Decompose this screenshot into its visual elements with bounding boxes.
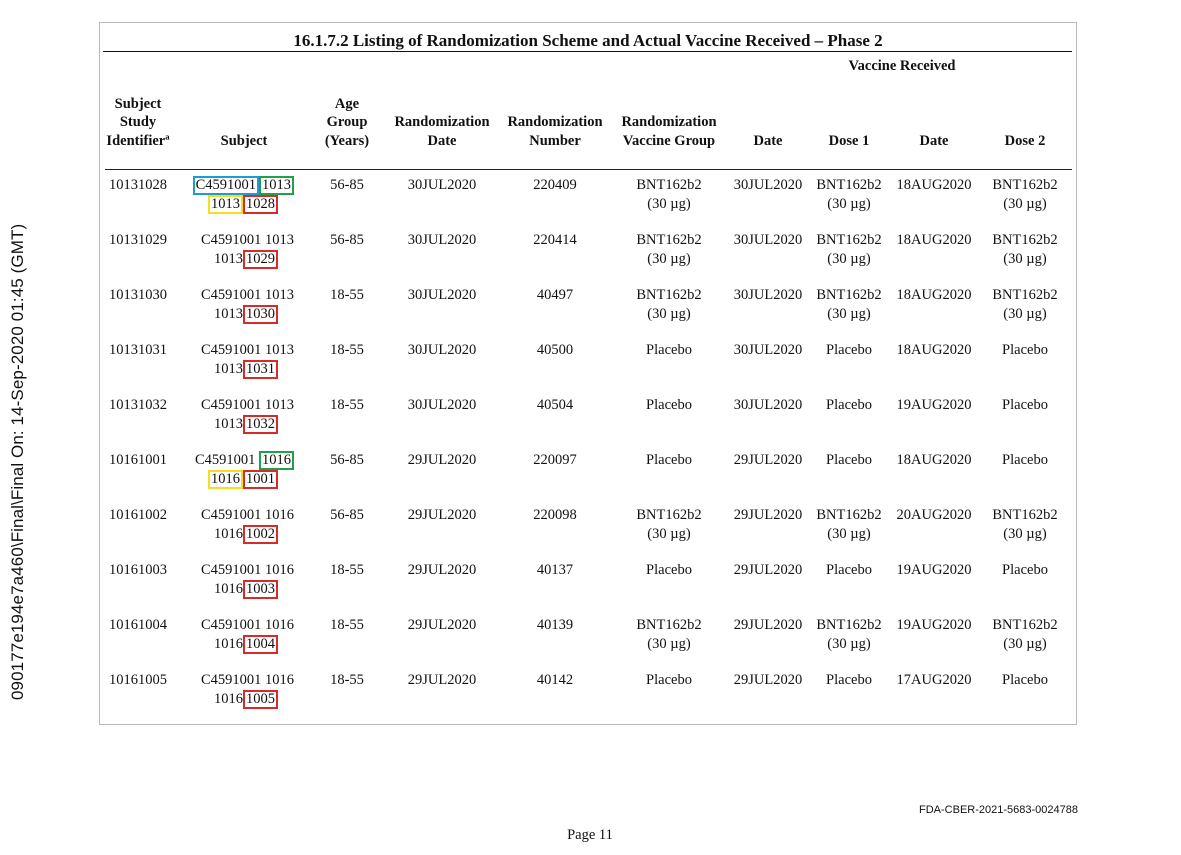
subject-id-line-1 [180, 396, 294, 415]
subject-id-line-2 [180, 580, 294, 599]
column-header-line: Dose 2 [1004, 132, 1046, 149]
dose1-vaccine-line: (30 µg) [827, 306, 871, 322]
subject-number-segment: 1029 [243, 250, 278, 269]
dose1-date: 29JUL2020 [733, 672, 803, 688]
subject-id-line-2 [180, 195, 294, 214]
dose2-date: 20AUG2020 [896, 507, 972, 523]
dose2-date: 19AUG2020 [896, 562, 972, 578]
subject-id [180, 616, 294, 654]
column-header-randomization-vaccine-group [609, 113, 729, 150]
randomization-vaccine-group-line: BNT162b2 [636, 507, 702, 523]
subject-study-identifier: 10161004 [109, 617, 167, 633]
subject-id-line-1 [180, 506, 294, 525]
randomization-vaccine-group [609, 341, 729, 360]
age-group: 18-55 [330, 342, 364, 358]
column-header-randomization-number [500, 113, 610, 150]
dose2-vaccine-line: Placebo [1002, 452, 1048, 468]
randomization-number: 40139 [536, 617, 574, 633]
randomization-vaccine-group-line: BNT162b2 [636, 617, 702, 633]
dose1-date: 30JUL2020 [733, 397, 803, 413]
dose1-vaccine-line: (30 µg) [827, 251, 871, 267]
dose1-date: 29JUL2020 [733, 617, 803, 633]
randomization-date: 29JUL2020 [407, 562, 477, 578]
column-header-subject-study-identifier [98, 95, 178, 151]
randomization-vaccine-group-line: (30 µg) [647, 196, 691, 212]
randomization-number: 40497 [536, 287, 574, 303]
subject-id [180, 286, 294, 324]
randomization-vaccine-group-line: Placebo [646, 672, 692, 688]
age-group: 18-55 [330, 672, 364, 688]
randomization-vaccine-group-line: (30 µg) [647, 636, 691, 652]
subject-id-line-1 [180, 176, 294, 195]
randomization-vaccine-group-line: Placebo [646, 452, 692, 468]
subject-id-line-1 [180, 616, 294, 635]
age-group: 56-85 [330, 177, 364, 193]
subject-id-line-2 [180, 470, 294, 489]
dose1-vaccine [809, 506, 889, 544]
subject-study-identifier: 10161002 [109, 507, 167, 523]
randomization-number: 40137 [536, 562, 574, 578]
randomization-vaccine-group [609, 616, 729, 654]
subject-id-line-2 [180, 250, 294, 269]
randomization-vaccine-group-line: (30 µg) [647, 306, 691, 322]
dose1-vaccine [809, 286, 889, 324]
column-header-line: Date [753, 132, 783, 149]
dose2-vaccine-line: BNT162b2 [992, 287, 1058, 303]
column-header-line: (Years) [324, 132, 370, 149]
subject-site-repeat-segment: 1016 [214, 581, 243, 597]
subject-site-segment: 1013 [265, 342, 294, 358]
dose2-vaccine [985, 341, 1065, 360]
dose1-vaccine-line: Placebo [826, 452, 872, 468]
dose2-vaccine [985, 286, 1065, 324]
randomization-number: 40504 [536, 397, 574, 413]
subject-id-line-1 [180, 341, 294, 360]
dose2-date: 18AUG2020 [896, 452, 972, 468]
dose1-date: 29JUL2020 [733, 452, 803, 468]
dose1-date: 30JUL2020 [733, 342, 803, 358]
randomization-vaccine-group-line: (30 µg) [647, 526, 691, 542]
document-id-stamp: 090177e194e7a460\Final\Final On: 14-Sep-2020 01:45 (GMT) [8, 223, 27, 700]
dose1-date: 30JUL2020 [733, 232, 803, 248]
subject-number-segment: 1001 [243, 470, 278, 489]
subject-number-segment: 1005 [243, 690, 278, 709]
subject-id [180, 341, 294, 379]
dose1-vaccine-line: Placebo [826, 672, 872, 688]
subject-id [180, 231, 294, 269]
randomization-date: 30JUL2020 [407, 397, 477, 413]
subject-id-line-1 [180, 286, 294, 305]
subject-protocol-segment: C4591001 [200, 562, 262, 578]
age-group: 18-55 [330, 617, 364, 633]
subject-id-line-2 [180, 690, 294, 709]
subject-id-line-2 [180, 415, 294, 434]
subject-site-repeat-segment: 1013 [214, 361, 243, 377]
subject-id [180, 396, 294, 434]
age-group: 18-55 [330, 287, 364, 303]
subject-id-line-1 [180, 671, 294, 690]
subject-number-segment: 1002 [243, 525, 278, 544]
randomization-date: 30JUL2020 [407, 342, 477, 358]
age-group: 56-85 [330, 452, 364, 468]
dose2-vaccine-line: Placebo [1002, 672, 1048, 688]
subject-id-line-1 [180, 451, 294, 470]
dose1-vaccine-line: Placebo [826, 397, 872, 413]
title-rule [103, 51, 1072, 52]
randomization-vaccine-group-line: BNT162b2 [636, 287, 702, 303]
dose2-vaccine [985, 451, 1065, 470]
dose2-vaccine [985, 231, 1065, 269]
subject-site-segment: 1016 [259, 451, 294, 470]
subject-study-identifier: 10131032 [109, 397, 167, 413]
dose2-vaccine [985, 396, 1065, 415]
randomization-date: 30JUL2020 [407, 177, 477, 193]
dose2-date: 18AUG2020 [896, 342, 972, 358]
subject-number-segment: 1030 [243, 305, 278, 324]
subject-id-line-2 [180, 360, 294, 379]
subject-site-repeat-segment: 1013 [214, 306, 243, 322]
subject-site-segment: 1013 [265, 232, 294, 248]
subject-protocol-segment: C4591001 [194, 452, 256, 468]
randomization-vaccine-group [609, 286, 729, 324]
subject-protocol-segment: C4591001 [200, 232, 262, 248]
dose1-date: 30JUL2020 [733, 287, 803, 303]
randomization-number: 40142 [536, 672, 574, 688]
randomization-date: 29JUL2020 [407, 452, 477, 468]
age-group: 18-55 [330, 397, 364, 413]
subject-protocol-segment: C4591001 [200, 617, 262, 633]
column-header-line: Vaccine Group [622, 132, 716, 149]
dose1-vaccine [809, 451, 889, 470]
randomization-number: 220409 [533, 177, 577, 193]
subject-id-line-1 [180, 231, 294, 250]
dose2-vaccine-line: BNT162b2 [992, 232, 1058, 248]
dose1-vaccine [809, 341, 889, 360]
subject-number-segment: 1031 [243, 360, 278, 379]
subject-id [180, 671, 294, 709]
dose2-vaccine [985, 671, 1065, 690]
column-header-line: Date [427, 132, 457, 149]
dose2-vaccine-line: Placebo [1002, 397, 1048, 413]
column-header-randomization-date [387, 113, 497, 150]
subject-study-identifier: 10131028 [109, 177, 167, 193]
column-header-line: Randomization [394, 114, 490, 130]
dose1-vaccine-line: BNT162b2 [816, 177, 882, 193]
subject-id [180, 176, 294, 214]
age-group: 56-85 [330, 507, 364, 523]
subject-id-line-2 [180, 305, 294, 324]
subject-id [180, 506, 294, 544]
column-header-line: Dose 1 [828, 132, 870, 149]
subject-site-repeat-segment: 1016 [208, 470, 243, 489]
dose1-vaccine [809, 616, 889, 654]
randomization-vaccine-group [609, 561, 729, 580]
subject-id [180, 451, 294, 489]
dose2-vaccine-line: (30 µg) [1003, 526, 1047, 542]
column-header-date1 [728, 132, 808, 151]
subject-site-segment: 1013 [259, 176, 294, 195]
column-header-line: Subject [114, 95, 162, 112]
dose2-vaccine-line: Placebo [1002, 562, 1048, 578]
subject-protocol-segment: C4591001 [200, 507, 262, 523]
subject-site-repeat-segment: 1016 [214, 691, 243, 707]
randomization-date: 29JUL2020 [407, 617, 477, 633]
dose1-vaccine [809, 671, 889, 690]
subject-number-segment: 1032 [243, 415, 278, 434]
dose1-vaccine-line: BNT162b2 [816, 232, 882, 248]
dose1-vaccine-line: (30 µg) [827, 636, 871, 652]
randomization-number: 40500 [536, 342, 574, 358]
dose1-vaccine-line: BNT162b2 [816, 507, 882, 523]
subject-site-repeat-segment: 1016 [214, 636, 243, 652]
subject-protocol-segment: C4591001 [193, 176, 259, 195]
subject-id-line-1 [180, 561, 294, 580]
column-header-subject [189, 132, 299, 151]
randomization-vaccine-group [609, 231, 729, 269]
randomization-vaccine-group [609, 451, 729, 470]
dose1-vaccine-line: BNT162b2 [816, 617, 882, 633]
subject-site-segment: 1016 [265, 562, 294, 578]
subject-study-identifier: 10161001 [109, 452, 167, 468]
dose2-vaccine-line: (30 µg) [1003, 251, 1047, 267]
subject-site-segment: 1013 [265, 287, 294, 303]
subject-protocol-segment: C4591001 [200, 397, 262, 413]
subject-site-repeat-segment: 1013 [208, 195, 243, 214]
subject-site-segment: 1016 [265, 617, 294, 633]
column-header-dose1 [809, 132, 889, 151]
randomization-vaccine-group-line: BNT162b2 [636, 232, 702, 248]
randomization-vaccine-group-line: Placebo [646, 342, 692, 358]
dose2-date: 17AUG2020 [896, 672, 972, 688]
randomization-vaccine-group [609, 396, 729, 415]
randomization-vaccine-group-line: BNT162b2 [636, 177, 702, 193]
column-header-date2 [894, 132, 974, 151]
dose2-vaccine [985, 506, 1065, 544]
dose1-vaccine [809, 561, 889, 580]
subject-id-line-2 [180, 525, 294, 544]
dose2-vaccine [985, 176, 1065, 214]
subject-id-line-2 [180, 635, 294, 654]
subject-study-identifier: 10131030 [109, 287, 167, 303]
dose1-date: 29JUL2020 [733, 507, 803, 523]
subject-study-identifier: 10131031 [109, 342, 167, 358]
subject-protocol-segment: C4591001 [200, 342, 262, 358]
dose2-vaccine [985, 561, 1065, 580]
subject-number-segment: 1028 [243, 195, 278, 214]
subject-site-segment: 1016 [265, 507, 294, 523]
column-header-line: Identifierª [106, 132, 170, 149]
fda-reference-id: FDA-CBER-2021-5683-0024788 [919, 804, 1078, 816]
randomization-vaccine-group [609, 671, 729, 690]
column-header-line: Group [326, 114, 368, 130]
randomization-number: 220414 [533, 232, 577, 248]
dose2-vaccine-line: (30 µg) [1003, 636, 1047, 652]
dose1-vaccine-line: Placebo [826, 562, 872, 578]
subject-site-repeat-segment: 1013 [214, 416, 243, 432]
randomization-number: 220098 [533, 507, 577, 523]
age-group: 18-55 [330, 562, 364, 578]
column-header-dose2 [985, 132, 1065, 151]
subject-protocol-segment: C4591001 [200, 672, 262, 688]
dose1-vaccine [809, 231, 889, 269]
dose1-vaccine-line: (30 µg) [827, 196, 871, 212]
age-group: 56-85 [330, 232, 364, 248]
dose2-vaccine-line: BNT162b2 [992, 507, 1058, 523]
subject-site-segment: 1013 [265, 397, 294, 413]
column-header-line: Date [919, 132, 949, 149]
header-rule [105, 169, 1072, 170]
randomization-vaccine-group [609, 176, 729, 214]
subject-site-repeat-segment: 1016 [214, 526, 243, 542]
column-header-line: Age [334, 95, 360, 112]
randomization-vaccine-group [609, 506, 729, 544]
dose1-vaccine [809, 176, 889, 214]
dose2-vaccine-line: BNT162b2 [992, 617, 1058, 633]
column-header-line: Subject [220, 132, 268, 149]
dose1-vaccine-line: (30 µg) [827, 526, 871, 542]
dose2-date: 18AUG2020 [896, 177, 972, 193]
randomization-number: 220097 [533, 452, 577, 468]
dose2-vaccine-line: Placebo [1002, 342, 1048, 358]
subject-number-segment: 1003 [243, 580, 278, 599]
subject-id [180, 561, 294, 599]
dose2-vaccine-line: (30 µg) [1003, 196, 1047, 212]
subject-study-identifier: 10161003 [109, 562, 167, 578]
page-number: Page 11 [567, 827, 613, 843]
subject-protocol-segment: C4591001 [200, 287, 262, 303]
dose2-date: 18AUG2020 [896, 232, 972, 248]
column-header-age-group [312, 95, 382, 151]
page-title: 16.1.7.2 Listing of Randomization Scheme and Actual Vaccine Received – Phase 2 [293, 31, 883, 50]
dose1-vaccine-line: Placebo [826, 342, 872, 358]
subject-study-identifier: 10161005 [109, 672, 167, 688]
vaccine-received-header: Vaccine Received [848, 58, 956, 74]
randomization-date: 29JUL2020 [407, 672, 477, 688]
dose2-date: 19AUG2020 [896, 617, 972, 633]
subject-study-identifier: 10131029 [109, 232, 167, 248]
dose1-vaccine-line: BNT162b2 [816, 287, 882, 303]
randomization-vaccine-group-line: (30 µg) [647, 251, 691, 267]
randomization-date: 29JUL2020 [407, 507, 477, 523]
randomization-vaccine-group-line: Placebo [646, 397, 692, 413]
subject-site-segment: 1016 [265, 672, 294, 688]
dose2-vaccine-line: BNT162b2 [992, 177, 1058, 193]
randomization-date: 30JUL2020 [407, 232, 477, 248]
dose2-date: 18AUG2020 [896, 287, 972, 303]
column-header-line: Randomization [621, 114, 717, 130]
subject-number-segment: 1004 [243, 635, 278, 654]
column-header-line: Number [529, 132, 581, 149]
dose2-vaccine [985, 616, 1065, 654]
dose1-date: 29JUL2020 [733, 562, 803, 578]
subject-site-repeat-segment: 1013 [214, 251, 243, 267]
column-header-line: Study [119, 114, 157, 130]
column-header-line: Randomization [507, 114, 603, 130]
dose1-vaccine [809, 396, 889, 415]
randomization-date: 30JUL2020 [407, 287, 477, 303]
dose2-date: 19AUG2020 [896, 397, 972, 413]
randomization-vaccine-group-line: Placebo [646, 562, 692, 578]
dose1-date: 30JUL2020 [733, 177, 803, 193]
dose2-vaccine-line: (30 µg) [1003, 306, 1047, 322]
